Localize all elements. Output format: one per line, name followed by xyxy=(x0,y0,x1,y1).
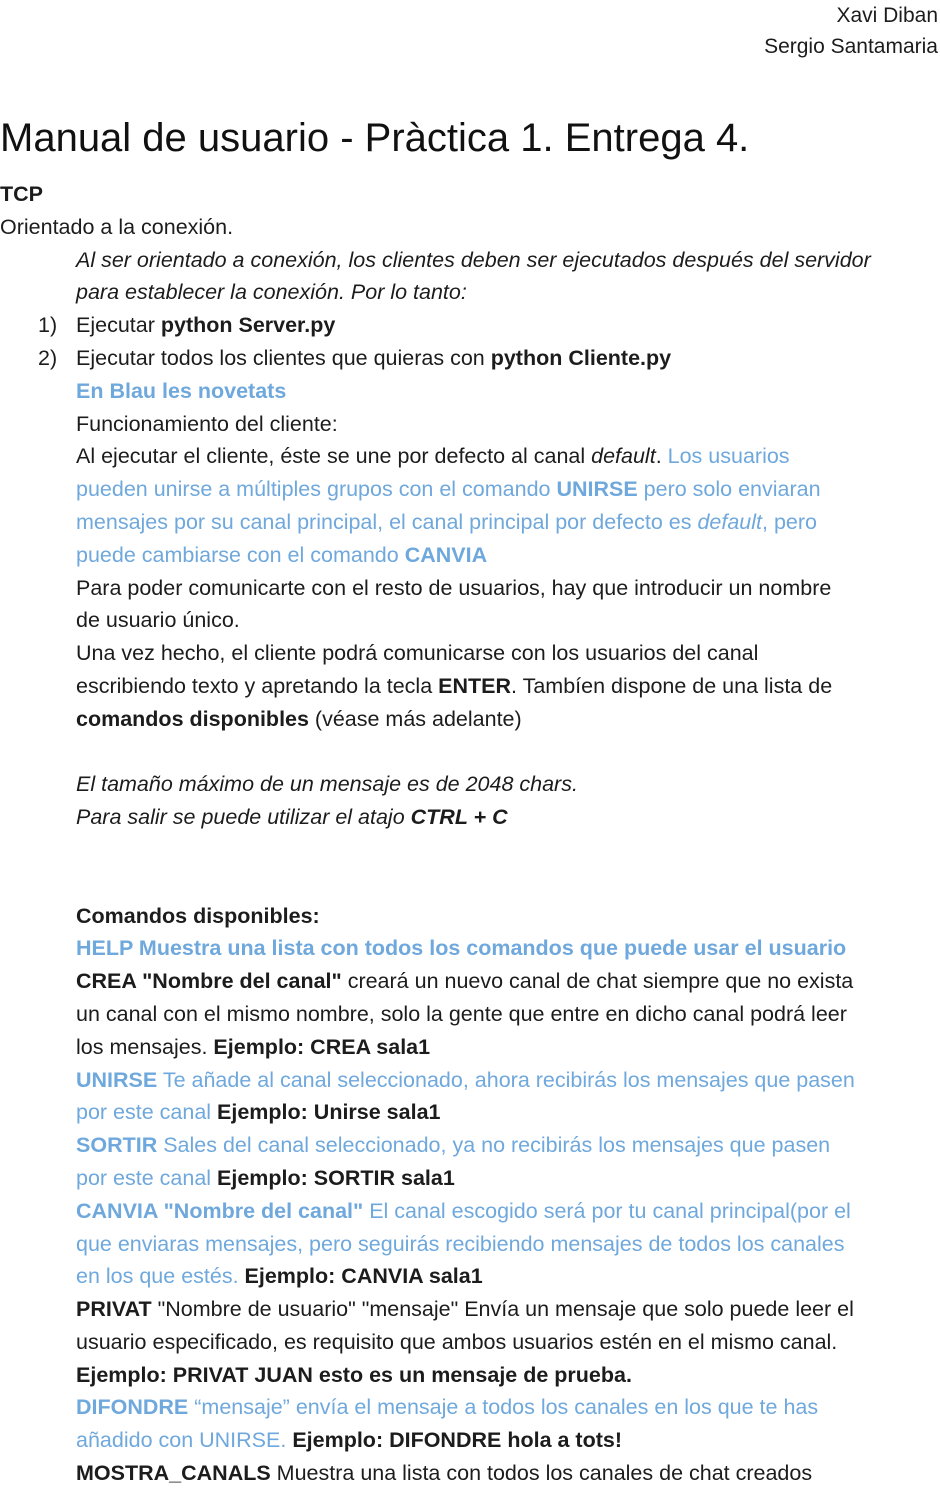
author-name: Xavi Diban xyxy=(836,4,938,27)
paragraph-line xyxy=(0,440,940,473)
paragraph-line xyxy=(0,473,940,506)
command-name: SORTIR xyxy=(76,1133,158,1158)
command-example: Ejemplo: PRIVAT JUAN esto es un mensaje de prueba. xyxy=(76,1362,632,1387)
command-example: Ejemplo: Unirse sala1 xyxy=(217,1100,441,1125)
paragraph-line: Una vez hecho, el cliente podrá comunicarse con los usuarios del canal xyxy=(76,641,759,666)
text-span: , pero xyxy=(762,509,817,534)
paragraph-line xyxy=(0,506,940,539)
text-span: escribiendo texto y apretando la tecla xyxy=(76,673,439,698)
step-number: 2) xyxy=(38,345,58,370)
step-command: python Cliente.py xyxy=(490,345,672,370)
note-line: Al ser orientado a conexión, los clientes deben ser ejecutados después del servidor xyxy=(76,247,871,272)
spacer xyxy=(0,736,940,769)
text-span: mensajes por su canal principal, el canal principal por defecto es xyxy=(76,509,698,534)
step-text: Ejecutar xyxy=(76,313,161,338)
text-span: Al ejecutar el cliente, éste se une por defecto al canal xyxy=(76,444,592,469)
step-text: Ejecutar todos los clientes que quieras con xyxy=(76,345,491,370)
command-unirse xyxy=(0,1064,940,1097)
subheading: Funcionamiento del cliente: xyxy=(76,411,338,436)
text-span: CANVIA xyxy=(404,542,488,567)
author-name: Sergio Santamaria xyxy=(764,35,938,58)
step-number: 1) xyxy=(38,313,58,338)
limit-note: El tamaño máximo de un mensaje es de 2048 chars. xyxy=(76,772,578,797)
paragraph-line: de usuario único. xyxy=(76,608,240,633)
text-span: los mensajes. xyxy=(76,1034,214,1059)
intro-text: Orientado a la conexión. xyxy=(0,214,234,239)
command-help: HELP Muestra una lista con todos los comandos que puede usar el usuario xyxy=(76,936,847,961)
command-example: Ejemplo: CANVIA sala1 xyxy=(244,1264,483,1289)
text-span: pero solo enviaran xyxy=(637,477,821,502)
section-heading: TCP xyxy=(0,182,43,206)
text-span: . xyxy=(655,444,662,469)
paragraph-line: usuario especificado, es requisito que ambos usuarios estén en el mismo canal. xyxy=(76,1329,838,1354)
text-span: Sales del canal seleccionado, ya no recibirás los mensajes que pasen xyxy=(157,1133,831,1158)
text-span: pueden unirse a múltiples grupos con el comando xyxy=(76,477,557,502)
command-mostra-canals xyxy=(0,1457,940,1490)
command-name: DIFONDRE xyxy=(76,1395,189,1420)
text-span: puede cambiarse con el comando xyxy=(76,542,405,567)
limit-note xyxy=(0,801,940,834)
command-name: PRIVAT xyxy=(76,1297,152,1322)
text-span: . Tambíen dispone de una lista de xyxy=(511,673,833,698)
text-span: “mensaje” envía el mensaje a todos los canales en los que te has xyxy=(188,1395,819,1420)
text-span: comandos disponibles xyxy=(76,706,309,731)
command-crea xyxy=(0,965,940,998)
text-span: default xyxy=(591,444,656,469)
text-span: añadido con UNIRSE. xyxy=(76,1428,293,1453)
paragraph-line xyxy=(0,1162,940,1195)
paragraph-line xyxy=(0,1260,940,1293)
document-body xyxy=(0,178,940,1490)
paragraph-line: Para poder comunicarte con el resto de usuarios, hay que introducir un nombre xyxy=(76,575,832,600)
command-name: CANVIA "Nombre del canal" xyxy=(76,1198,364,1223)
paragraph-line: un canal con el mismo nombre, solo la gente que entre en dicho canal podrá leer xyxy=(76,1001,847,1026)
page-title: Manual de usuario - Pràctica 1. Entrega 4. xyxy=(0,116,750,160)
command-name: CREA "Nombre del canal" xyxy=(76,969,342,994)
step-item xyxy=(0,309,940,342)
text-span: Para salir se puede utilizar el atajo xyxy=(76,805,411,830)
text-span: por este canal xyxy=(76,1100,218,1125)
command-privat xyxy=(0,1293,940,1326)
commands-heading: Comandos disponibles: xyxy=(76,903,320,928)
paragraph-line xyxy=(0,703,940,736)
paragraph-line xyxy=(0,1424,940,1457)
command-name: UNIRSE xyxy=(76,1067,158,1092)
text-span: en los que estés. xyxy=(76,1264,245,1289)
command-canvia xyxy=(0,1195,940,1228)
text-span: ENTER xyxy=(438,673,512,698)
paragraph-line xyxy=(0,1031,940,1064)
command-sortir xyxy=(0,1129,940,1162)
paragraph-line: que enviaras mensajes, pero seguirás recibiendo mensajes de todos los canales xyxy=(76,1231,845,1256)
command-example: Ejemplo: CREA sala1 xyxy=(213,1034,431,1059)
authors xyxy=(764,0,938,62)
text-span: creará un nuevo canal de chat siempre que no exista xyxy=(341,969,854,994)
text-span: "Nombre de usuario" "mensaje" Envía un mensaje que solo puede leer el xyxy=(151,1297,854,1322)
novetats-note: En Blau les novetats xyxy=(76,378,287,403)
text-span: (véase más adelante) xyxy=(308,706,522,731)
paragraph-line xyxy=(0,539,940,572)
command-example: Ejemplo: SORTIR sala1 xyxy=(217,1165,455,1190)
text-span: Los usuarios xyxy=(661,444,790,469)
note-line: para establecer la conexión. Por lo tanto: xyxy=(76,280,467,305)
text-span: Te añade al canal seleccionado, ahora recibirás los mensajes que pasen xyxy=(157,1067,855,1092)
command-example: Ejemplo: DIFONDRE hola a tots! xyxy=(292,1428,622,1453)
text-span: Muestra una lista con todos los canales de chat creados xyxy=(270,1461,813,1486)
text-span: default xyxy=(697,509,763,534)
command-difondre xyxy=(0,1391,940,1424)
command-name: MOSTRA_CANALS xyxy=(76,1461,271,1486)
text-span: por este canal xyxy=(76,1165,218,1190)
text-span: UNIRSE xyxy=(556,477,638,502)
text-span: El canal escogido será por tu canal principal(por el xyxy=(363,1198,851,1223)
spacer xyxy=(0,834,940,900)
text-span: CTRL + C xyxy=(410,805,508,830)
paragraph-line xyxy=(0,1096,940,1129)
step-item xyxy=(0,342,940,375)
step-command: python Server.py xyxy=(160,313,336,338)
paragraph-line xyxy=(0,670,940,703)
